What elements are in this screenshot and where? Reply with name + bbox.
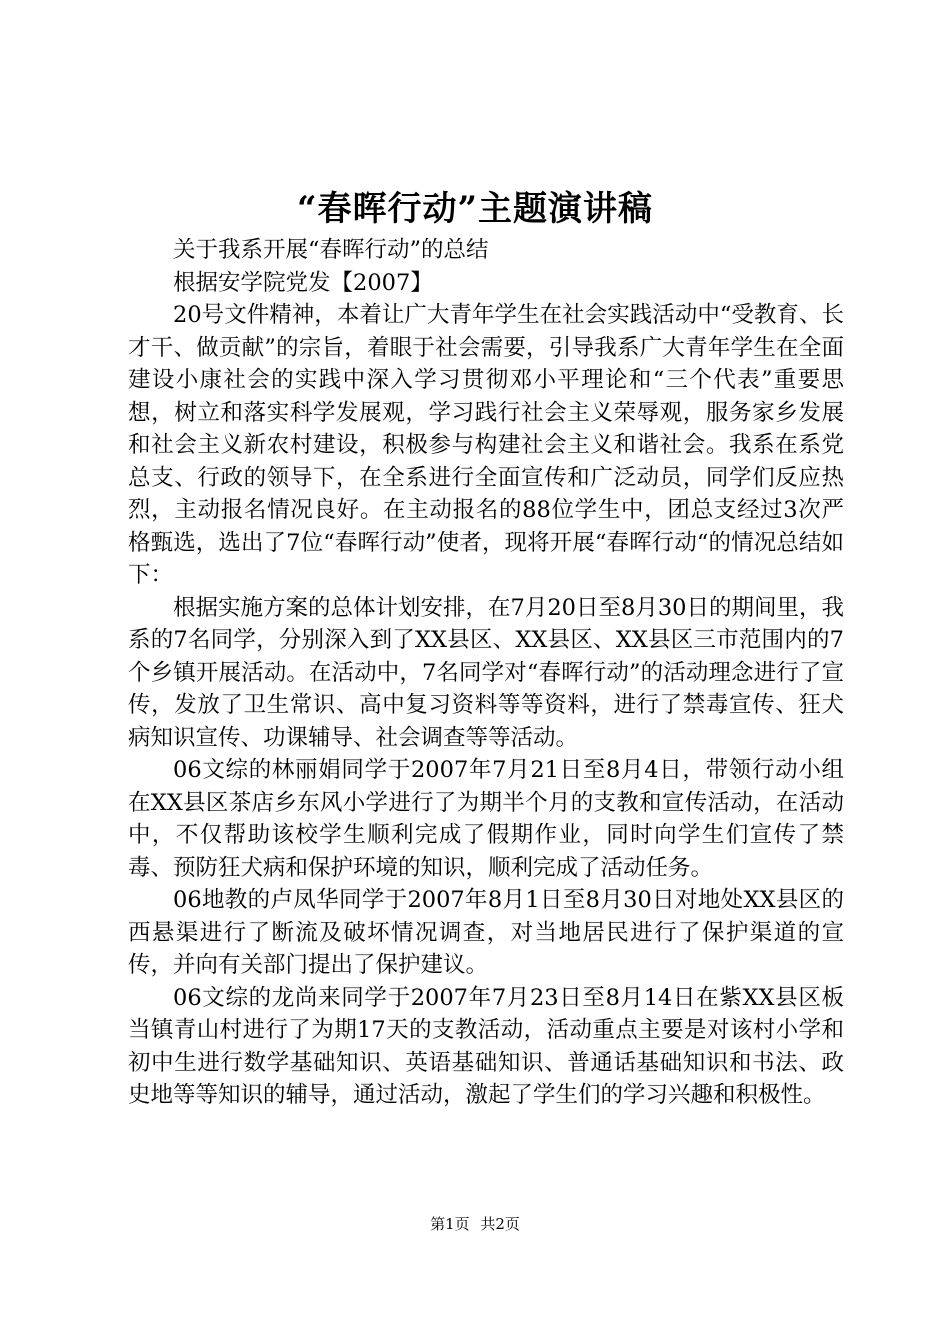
document-title: “春晖行动”主题演讲稿 <box>296 189 654 229</box>
page-number: 第1页 <box>430 1215 470 1233</box>
paragraph-long-shanglai: 06文综的龙尚来同学于2007年7月23日至8月14日在紫XX县区板当镇青山村进行了为期17天的支教活动，活动重点主要是对该村小学和初中生进行数学基础知识、英语基础知识、普通话基础知识和书法、政史地等等知识的辅导，通过活动，激起了学生们的学习兴趣和积极性。 <box>128 984 844 1108</box>
paragraph-lu-fenghua: 06地教的卢凤华同学于2007年8月1日至8月30日对地处XX县区的西悬渠进行了断流及破坏情况调查，对当地居民进行了保护渠道的宣传，并向有关部门提出了保护建议。 <box>128 887 844 978</box>
paragraph-lin-lijuan: 06文综的林丽娟同学于2007年7月21日至8月4日，带领行动小组在XX县区茶店乡东风小学进行了为期半个月的支教和宣传活动，在活动中，不仅帮助该校学生顺利完成了假期作业，同时向学生们宣传了禁毒、预防狂犬病和保护环境的知识，顺利完成了活动任务。 <box>128 757 844 881</box>
page-footer <box>0 1213 950 1235</box>
page-total: 共2页 <box>480 1215 520 1233</box>
paragraph-intro: 20号文件精神，本着让广大青年学生在社会实践活动中“受教育、长才干、做贡献”的宗旨，着眼于社会需要，引导我系广大青年学生在全面建设小康社会的实践中深入学习贯彻邓小平理论和“三个代表”重要思想，树立和落实科学发展观，学习践行社会主义荣辱观，服务家乡发展和社会主义新农村建设，积极参与构建社会主义和谐社会。我系在系党总支、行政的领导下，在全系进行全面宣传和广泛动员，同学们反应热烈，主动报名情况良好。在主动报名的88位学生中，团总支经过3次严格甄选，选出了7位“春晖行动”使者，现将开展“春晖行动“的情况总结如下： <box>128 302 844 588</box>
document-body <box>128 234 844 1112</box>
paragraph-subtitle: 关于我系开展“春晖行动”的总结 <box>173 237 489 263</box>
paragraph-overview: 根据实施方案的总体计划安排，在7月20日至8月30日的期间里，我系的7名同学，分别深入到了XX县区、XX县区、XX县区三市范围内的7个乡镇开展活动。在活动中，7名同学对“春晖行动”的活动理念进行了宣传，发放了卫生常识、高中复习资料等等资料，进行了禁毒宣传、狂犬病知识宣传、功课辅导、社会调查等等活动。 <box>128 594 844 751</box>
paragraph-reference: 根据安学院党发【2007】 <box>173 269 433 296</box>
